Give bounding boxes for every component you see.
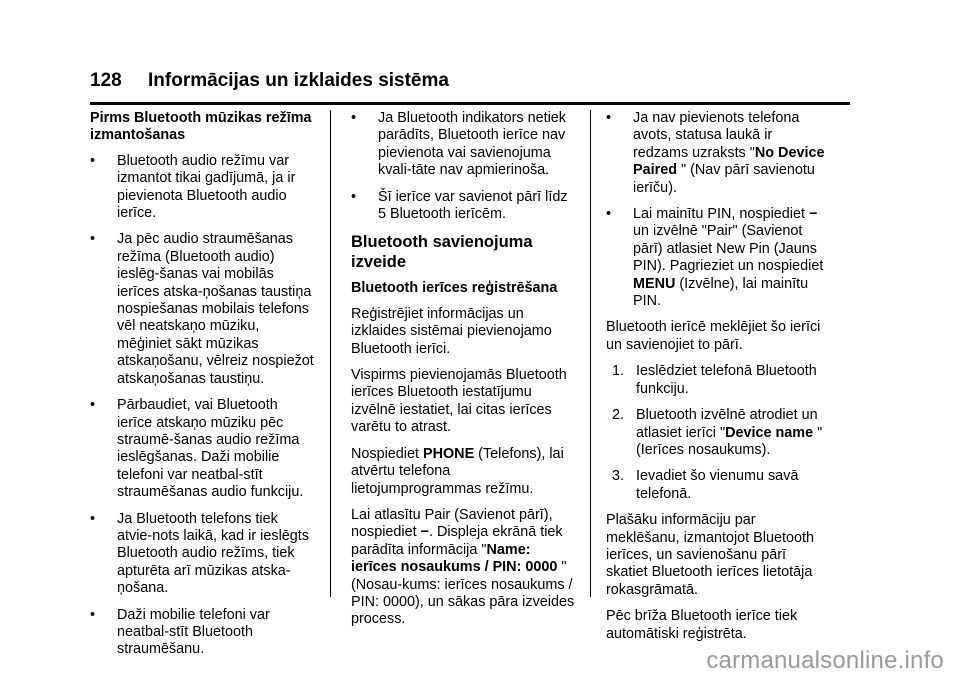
page-number: 128 [90,70,122,91]
section-title: Bluetooth savienojuma izveide [351,233,533,272]
list-item-text: Šī ierīce var savienot pārī līdz 5 Bluetooth ierīcēm. [378,188,568,223]
column-2 [351,110,576,638]
device-name-label: Device name [725,424,814,441]
column-3 [606,110,831,652]
bullet-marker: • [90,152,96,169]
step-number: 3. [612,468,625,485]
watermark: carmanualsonline.info [706,647,944,674]
list-item [90,607,315,659]
bullet-marker: • [90,231,96,248]
list-item-text: Daži mobilie telefoni var neatbal-stīt Bluetooth straumēšanu. [117,606,270,658]
list-item [351,110,576,180]
numbered-step: 1. Ieslēdziet telefonā Bluetooth funkciju. [612,363,817,397]
header-rule [90,102,850,105]
bullet-marker: • [90,397,96,414]
column-divider-1 [330,110,331,597]
bullet-marker: • [351,110,357,126]
numbered-step: 2. Bluetooth izvēlnē atrodiet un atlasiet ierīci "Device name " (Ierīces nosaukums). [612,407,823,458]
paragraph: Vispirms pievienojamās Bluetooth ierīces Bluetooth iestatījumu izvēlnē iestatiet, lai citas ierīces varētu to atrast. [351,367,567,436]
subheading-before-bluetooth-music: Pirms Bluetooth mūzikas režīma izmantošanas [90,110,312,144]
menu-key-label: MENU [633,275,676,292]
paragraph-phone: Nospiediet PHONE (Telefons), lai atvērtu telefona lietojumprogrammas režīmu. [351,445,564,497]
page-header [90,70,449,92]
bullet-marker: • [90,510,96,527]
display-message: Name: ierīces nosaukums / PIN: 0000 [351,541,558,576]
minus-key-symbol: − [420,524,430,541]
bullet-marker: • [351,188,357,205]
minus-key-symbol: − [808,206,818,223]
phone-key-label: PHONE [423,445,475,462]
column-1 [90,110,315,668]
step-number: 2. [612,407,625,424]
bullet-marker: • [90,606,96,623]
bullet-marker: • [606,206,612,223]
list-item [90,397,315,501]
list-item-text: Ja Bluetooth indikators netiek parādīts, Bluetooth ierīce nav pievienota vai savienojuma kvali-tāte nav apmierinoša. [378,110,566,179]
list-item-text: Pārbaudiet, vai Bluetooth ierīce atskaņo mūziku pēc straumē-šanas audio režīma ieslēgšanas. Daži mobilie telefoni var neatbal-stīt straumēšanas audio funkciju. [117,397,304,501]
paragraph: Bluetooth ierīcē meklējiet šo ierīci un savienojiet to pārī. [606,319,821,353]
bullet-marker: • [606,110,612,126]
page-title: Informācijas un izklaides sistēma [148,70,449,91]
paragraph: Plašāku informāciju par meklēšanu, izmantojot Bluetooth ierīces, un savienošanu pārī skatiet Bluetooth ierīces lietotāja rokasgrāmatā. [606,512,814,598]
no-device-paired-label: No Device Paired [633,144,825,179]
list-item-text: Ja pēc audio straumēšanas režīma (Bluetooth audio) ieslēg-šanas vai mobilās ierīces atska-ņošanas taustiņa nospiešanas mobilais telefons vēl neatskaņo mūziku, mēģiniet sākt mūzikas atskaņošanu, vēlreiz nospiežot atskaņošanas taustiņu. [117,231,314,387]
list-item [351,189,576,224]
list-item-text: Ja Bluetooth telefons tiek atvie-nots laikā, kad ir ieslēgts Bluetooth audio režīms, tiek apturēta arī mūzikas atska-ņošana. [117,510,309,597]
paragraph: Pēc brīža Bluetooth ierīce tiek automātiski reģistrēta. [606,608,798,642]
step-number: 1. [612,363,625,380]
list-item-text: Bluetooth audio režīmu var izmantot tikai gadījumā, ja ir pievienota Bluetooth audio ierīce. [117,152,296,222]
paragraph: Reģistrējiet informācijas un izklaides sistēmai pievienojamo Bluetooth ierīci. [351,305,552,357]
list-item: • Lai mainītu PIN, nospiediet − un izvēlnē "Pair" (Savienot pārī) atlasiet New Pin (Jauns PIN). Pagrieziet un nospiediet MENU (Izvēlne), lai mainītu PIN. [606,206,824,310]
list-item: • Ja nav pievienots telefona avots, statusa laukā ir redzams uzraksts "No Device Paired " (Nav pārī savienotu ierīču). [606,110,825,196]
list-item [90,511,315,598]
column-divider-2 [590,110,591,597]
list-item [90,231,315,388]
list-item [90,153,315,223]
paragraph-pair: Lai atlasītu Pair (Savienot pārī), nospiediet −. Displeja ekrānā tiek parādīta informācija "Name: ierīces nosaukums / PIN: 0000 " (Nosau-kums: ierīces nosaukums / PIN: 0000), un sākas pāra izveides process. [351,506,575,628]
subsection-title: Bluetooth ierīces reģistrēšana [351,280,558,297]
numbered-step: 3. Ievadiet šo vienumu savā telefonā. [612,468,799,502]
